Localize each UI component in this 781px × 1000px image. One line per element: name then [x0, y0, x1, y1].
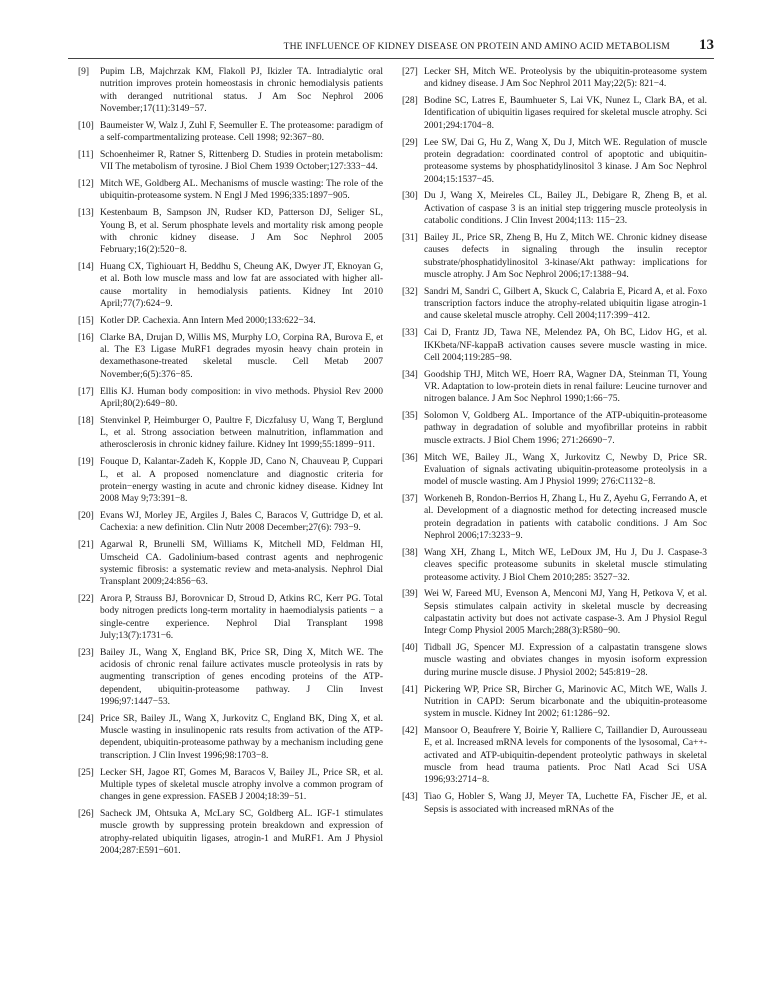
reference-number: [33]: [402, 328, 418, 339]
reference-number: [38]: [402, 547, 418, 558]
reference-text: Clarke BA, Drujan D, Willis MS, Murphy LO, Corpina RA, Burova E, et al. The E3 Ligase MuRF1 degrades myosin heavy chain protein in dexamethasone-treated skeletal muscle. Cell Metab 2007 November;6(5):376−85.: [100, 332, 383, 380]
reference-text: Fouque D, Kalantar-Zadeh K, Kopple JD, Cano N, Chauveau P, Cuppari L, et al. A proposed nomenclature and diagnostic criteria for protein−energy wasting in acute and chronic kidney disease. Kidney Int 2008 May 9;73:391−8.: [100, 457, 383, 505]
reference-number: [28]: [402, 96, 418, 107]
reference-number: [35]: [402, 411, 418, 422]
reference-item: [78, 415, 383, 452]
reference-text: Pupim LB, Majchrzak KM, Flakoll PJ, Ikizler TA. Intradialytic oral nutrition improves protein homeostasis in chronic hemodialysis patients with deranged nutritional status. J Am Soc Nephrol 2006 November;17(11):3149−57.: [100, 67, 383, 114]
reference-text: Lee SW, Dai G, Hu Z, Wang X, Du J, Mitch WE. Regulation of muscle protein degradation: coordinated control of apoptotic and ubiquitin-proteasome systems by phosphatidylinositol 3 kinase. J Am Soc Nephrol 2004;15:1537−45.: [424, 137, 707, 185]
reference-number: [21]: [78, 540, 94, 551]
reference-item: [402, 684, 707, 721]
reference-number: [37]: [402, 494, 418, 505]
reference-item: [78, 178, 383, 203]
reference-text: Agarwal R, Brunelli SM, Williams K, Mitchell MD, Feldman HI, Umscheid CA. Gadolinium-based contrast agents and nephrogenic systemic fibrosis: a systematic review and meta-analysis. Nephrol Dial Transplant 2009;24:856−63.: [100, 540, 383, 588]
reference-item: [402, 452, 707, 489]
reference-number: [30]: [402, 191, 418, 202]
reference-number: [41]: [402, 684, 418, 695]
reference-column-right: [402, 66, 707, 820]
reference-text: Du J, Wang X, Meireles CL, Bailey JL, Debigare R, Zheng B, et al. Activation of caspase 3 is an initial step triggering muscle proteolysis in catabolic conditions. J Clin Invest 2004;113: 115−23.: [424, 191, 707, 227]
reference-text: Baumeister W, Walz J, Zuhl F, Seemuller E. The proteasome: paradigm of a self-compartmentalizing protease. Cell 1998; 92:367−80.: [100, 120, 383, 144]
reference-item: [402, 725, 707, 786]
reference-item: [402, 791, 707, 816]
reference-number: [42]: [402, 726, 418, 737]
reference-number: [32]: [402, 286, 418, 297]
reference-number: [13]: [78, 208, 94, 219]
reference-text: Evans WJ, Morley JE, Argiles J, Bales C, Baracos V, Guttridge D, et al. Cachexia: a new definition. Clin Nutr 2008 December;27(6): 793−9.: [100, 511, 383, 534]
reference-text: Mitch WE, Goldberg AL. Mechanisms of muscle wasting: The role of the ubiquitin-proteasome system. N Engl J Med 1996;335:1897−905.: [100, 179, 383, 202]
reference-number: [11]: [78, 149, 94, 160]
reference-number: [24]: [78, 713, 94, 724]
reference-item: [402, 547, 707, 584]
reference-item: [78, 120, 383, 145]
reference-item: [402, 588, 707, 637]
reference-item: [78, 456, 383, 505]
reference-item: [402, 190, 707, 227]
reference-number: [22]: [78, 594, 94, 604]
reference-number: [25]: [78, 767, 94, 778]
reference-text: Solomon V, Goldberg AL. Importance of the ATP-ubiquitin-proteasome pathway in degradation of soluble and myofibrillar proteins in rabbit muscle extracts. J Biol Chem 1996; 271:26690−7.: [424, 411, 707, 446]
reference-text: Bodine SC, Latres E, Baumhueter S, Lai VK, Nunez L, Clark BA, et al. Identification of ubiquitin ligases required for skeletal muscle atrophy. Sci 2001;294:1704−8.: [424, 96, 707, 131]
reference-item: [402, 286, 707, 323]
running-header: [68, 38, 714, 59]
reference-column-left: [78, 66, 383, 862]
reference-item: [78, 767, 383, 804]
reference-number: [23]: [78, 647, 94, 658]
reference-item: [78, 386, 383, 411]
reference-text: Cai D, Frantz JD, Tawa NE, Melendez PA, Oh BC, Lidov HG, et al. IKKbeta/NF-kappaB activation causes severe muscle wasting in mice. Cell 2004;119:285−98.: [424, 328, 707, 363]
reference-item: [402, 642, 707, 679]
reference-number: [18]: [78, 415, 94, 426]
reference-number: [43]: [402, 792, 418, 803]
reference-number: [40]: [402, 643, 418, 654]
reference-item: [78, 66, 383, 115]
page-number: 13: [699, 37, 714, 53]
reference-number: [36]: [402, 452, 418, 463]
reference-number: [39]: [402, 589, 418, 600]
reference-item: [78, 647, 383, 708]
reference-text: Arora P, Strauss BJ, Borovnicar D, Stroud D, Atkins RC, Kerr PG. Total body nitrogen predicts long-term mortality in haemodialysis patients − a single-centre experience. Nephrol Dial Transplant 1998 July;13(7):1731−6.: [100, 594, 383, 641]
reference-item: [78, 315, 383, 327]
reference-item: [402, 369, 707, 406]
reference-item: [78, 207, 383, 256]
reference-number: [20]: [78, 511, 94, 522]
reference-text: Lecker SH, Mitch WE. Proteolysis by the ubiquitin-proteasome system and kidney disease. J Am Soc Nephrol 2011 May;22(5): 821−4.: [424, 67, 707, 90]
reference-item: [78, 149, 383, 174]
reference-text: Pickering WP, Price SR, Bircher G, Marinovic AC, Mitch WE, Walls J. Nutrition in CAPD: Serum bicarbonate and the ubiquitin-proteasome system in muscle. Kidney Int 2002; 61:1286−92.: [424, 684, 707, 720]
reference-number: [31]: [402, 232, 418, 243]
reference-number: [17]: [78, 386, 94, 397]
reference-text: Lecker SH, Jagoe RT, Gomes M, Baracos V, Bailey JL, Price SR, et al. Multiple types of skeletal muscle atrophy involve a common program of changes in gene expression. FASEB J 2004;18:39−51.: [100, 767, 383, 803]
reference-text: Huang CX, Tighiouart H, Beddhu S, Cheung AK, Dwyer JT, Eknoyan G, et al. Both low muscle mass and low fat are associated with higher all-cause mortality in hemodialysis patients. Kidney Int 2010 April;77(7):624−9.: [100, 262, 383, 310]
reference-number: [19]: [78, 457, 94, 468]
reference-item: [402, 66, 707, 91]
reference-number: [15]: [78, 315, 94, 326]
reference-item: [78, 808, 383, 857]
reference-text: Tidball JG, Spencer MJ. Expression of a calpastatin transgene slows muscle wasting and obviates changes in myosin isoform expression during murine muscle disuse. J Physiol 2002; 545:819−28.: [424, 643, 707, 678]
reference-text: Price SR, Bailey JL, Wang X, Jurkovitz C, England BK, Ding X, et al. Muscle wasting in insulinopenic rats results from activation of the ATP-dependent, ubiquitin-proteasome pathway by a mechanism including gene transcription. J Clin Invest 1996;98:1703−8.: [100, 713, 383, 761]
reference-text: Sacheck JM, Ohtsuka A, McLary SC, Goldberg AL. IGF-1 stimulates muscle growth by suppressing protein breakdown and expression of atrophy-related ubiquitin ligases, atrogin-1 and MuRF1. Am J Physiol 2004;287:E591−601.: [100, 809, 383, 857]
reference-text: Schoenheimer R, Ratner S, Rittenberg D. Studies in protein metabolism: VII The metabolism of tyrosine. J Biol Chem 1939 October;127:333−44.: [100, 149, 383, 173]
reference-number: [16]: [78, 332, 94, 343]
reference-item: [78, 261, 383, 310]
reference-text: Wang XH, Zhang L, Mitch WE, LeDoux JM, Hu J, Du J. Caspase-3 cleaves specific proteasome subunits in skeletal muscle stimulating proteasome activity. J Biol Chem 2010;285: 3527−32.: [424, 547, 707, 583]
reference-number: [29]: [402, 137, 418, 148]
reference-number: [26]: [78, 809, 94, 820]
reference-text: Mansoor O, Beaufrere Y, Boirie Y, Ralliere C, Taillandier D, Aurousseau E, et al. Increased mRNA levels for components of the lysosomal, Ca++-activated and ATP-ubiquitin-dependent proteolytic pathways in skeletal muscle from head trauma patients. Proc Natl Acad Sci USA 1996;93:2714−8.: [424, 726, 707, 786]
reference-item: [78, 332, 383, 381]
reference-text: Wei W, Fareed MU, Evenson A, Menconi MJ, Yang H, Petkova V, et al. Sepsis stimulates calpain activity in skeletal muscle by decreasing calpastatin activity but does not activate caspase-3. Am J Physiol Regul Integr Comp Physiol 2005 March;288(3):R580−90.: [424, 589, 707, 637]
reference-number: [27]: [402, 67, 418, 77]
reference-text: Kotler DP. Cachexia. Ann Intern Med 2000;133:622−34.: [100, 315, 316, 326]
reference-item: [402, 493, 707, 542]
reference-item: [402, 95, 707, 132]
reference-text: Sandri M, Sandri C, Gilbert A, Skuck C, Calabria E, Picard A, et al. Foxo transcription factors induce the atrophy-related ubiquitin ligase atrogin-1 and cause skeletal muscle atrophy. Cell 2004;117:399−412.: [424, 286, 707, 322]
reference-text: Workeneh B, Rondon-Berrios H, Zhang L, Hu Z, Ayehu G, Ferrando A, et al. Development of a diagnostic method for detecting increased muscle protein degradation in patients with catabolic conditions. J Am Soc Nephrol 2006;17:3233−9.: [424, 494, 707, 542]
reference-text: Stenvinkel P, Heimburger O, Paultre F, Diczfalusy U, Wang T, Berglund L, et al. Strong association between malnutrition, inflammation and atherosclerosis in chronic kidney failure. Kidney Int 1999;55:1899−911.: [100, 415, 383, 451]
reference-text: Kestenbaum B, Sampson JN, Rudser KD, Patterson DJ, Seliger SL, Young B, et al. Serum phosphate levels and mortality risk among people with chronic kidney disease. J Am Soc Nephrol 2005 February;16(2):520−8.: [100, 208, 383, 256]
reference-text: Goodship THJ, Mitch WE, Hoerr RA, Wagner DA, Steinman TI, Young VR. Adaptation to low-protein diets in renal failure: Leucine turnover and nitrogen balance. J Am Soc Nephrol 1990;1:66−75.: [424, 369, 707, 405]
reference-number: [10]: [78, 120, 94, 131]
reference-number: [9]: [78, 67, 90, 77]
reference-text: Bailey JL, Wang X, England BK, Price SR, Ding X, Mitch WE. The acidosis of chronic renal failure activates muscle proteolysis in rats by augmenting transcription of genes encoding proteins of the ATP-dependent, ubiquitin-proteasome pathway. J Clin Invest 1996;97:1447−53.: [100, 647, 383, 707]
reference-item: [78, 510, 383, 535]
reference-text: Tiao G, Hobler S, Wang JJ, Meyer TA, Luchette FA, Fischer JE, et al. Sepsis is associated with increased mRNAs of the: [424, 792, 707, 815]
reference-text: Ellis KJ. Human body composition: in vivo methods. Physiol Rev 2000 April;80(2):649−80.: [100, 386, 383, 409]
running-title: THE INFLUENCE OF KIDNEY DISEASE ON PROTEIN AND AMINO ACID METABOLISM: [283, 41, 670, 52]
reference-item: [78, 593, 383, 642]
reference-item: [402, 137, 707, 186]
reference-item: [78, 713, 383, 762]
reference-item: [402, 232, 707, 281]
reference-item: [402, 410, 707, 447]
reference-number: [14]: [78, 262, 94, 273]
reference-text: Bailey JL, Price SR, Zheng B, Hu Z, Mitch WE. Chronic kidney disease causes defects in signaling through the insulin receptor substrate/phosphatidylinositol 3-kinase/Akt pathway: implications for muscle atrophy. J Am Soc Nephrol 2006;17:1388−94.: [424, 232, 707, 280]
reference-item: [78, 539, 383, 588]
reference-item: [402, 327, 707, 364]
reference-text: Mitch WE, Bailey JL, Wang X, Jurkovitz C, Newby D, Price SR. Evaluation of signals activating ubiquitin-proteasome proteolysis in a model of muscle wasting. Am J Physiol 1999; 276:C1132−8.: [424, 452, 707, 488]
reference-number: [34]: [402, 369, 418, 380]
reference-number: [12]: [78, 179, 94, 190]
